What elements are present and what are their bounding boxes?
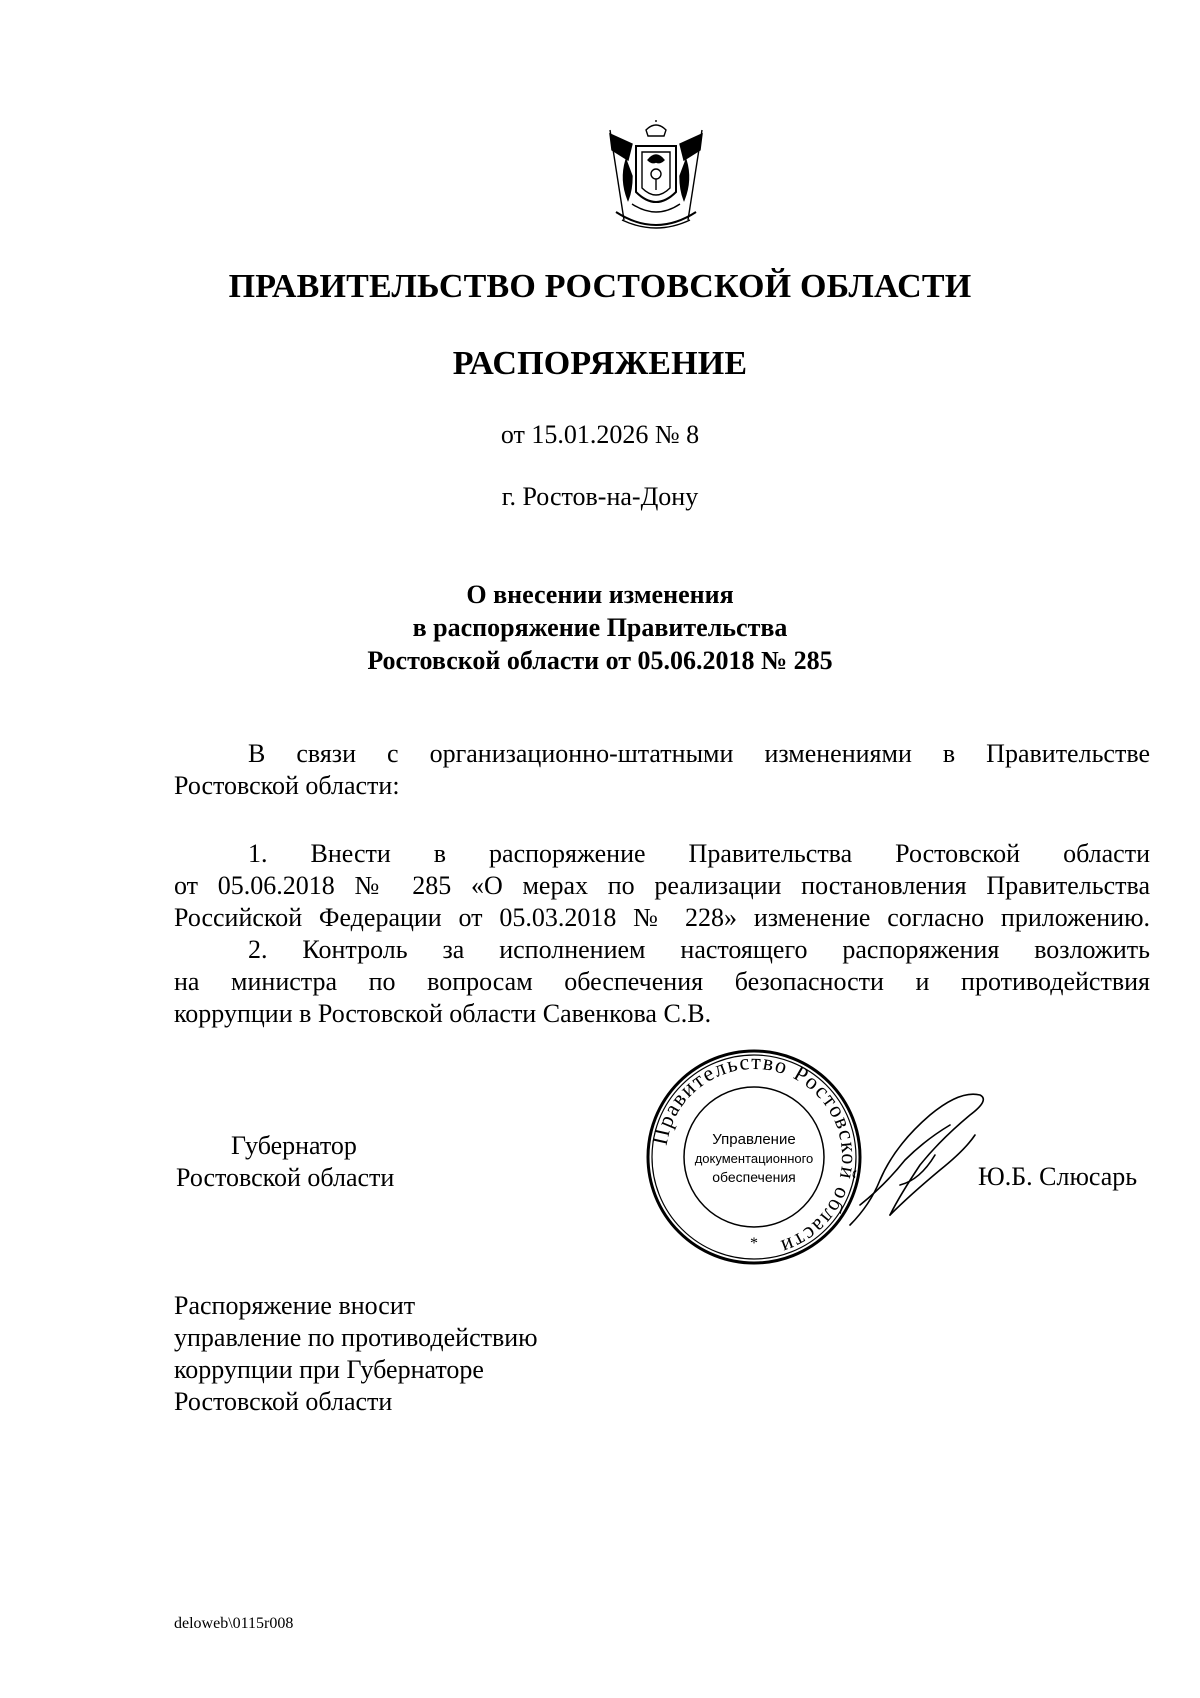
- note-line: Распоряжение вносит: [174, 1291, 416, 1320]
- note-line: Ростовской области: [174, 1387, 393, 1416]
- order-items: [174, 838, 1150, 1030]
- intro-line: В связи с организационно-штатными изменениями в Правительстве: [248, 739, 1150, 768]
- document-subject: [0, 578, 1200, 677]
- stamp-ring-text: Правительство Ростовской области: [646, 1048, 863, 1261]
- item-line: 1. Внести в распоряжение Правительства Ростовской области: [248, 839, 1150, 868]
- document-city: г. Ростов-на-Дону: [501, 482, 699, 511]
- file-code: deloweb\0115r008: [174, 1615, 294, 1632]
- signatory-position: [176, 1130, 394, 1194]
- subject-line: Ростовской области от 05.06.2018 № 285: [367, 646, 833, 675]
- submitted-by-note: [174, 1290, 538, 1418]
- coat-of-arms-emblem: [602, 120, 710, 238]
- stamp-star-icon: *: [750, 1235, 758, 1252]
- item-line: Российской Федерации от 05.03.2018 № 228» изменение согласно приложению.: [174, 903, 1150, 932]
- intro-line: Ростовской области:: [174, 771, 400, 800]
- organization-title: ПРАВИТЕЛЬСТВО РОСТОВСКОЙ ОБЛАСТИ: [228, 268, 972, 305]
- note-line: управление по противодействию: [174, 1323, 538, 1352]
- position-line: Губернатор: [231, 1131, 357, 1160]
- subject-line: О внесении изменения: [466, 580, 734, 609]
- item-line: на министра по вопросам обеспечения безопасности и противодействия: [174, 967, 1150, 996]
- note-line: коррупции при Губернаторе: [174, 1355, 484, 1384]
- stamp-center-line: Управление: [712, 1131, 796, 1148]
- official-stamp: [643, 1046, 865, 1268]
- stamp-center-line: документационного: [694, 1151, 814, 1166]
- item-line: коррупции в Ростовской области Савенкова С.В.: [174, 999, 712, 1028]
- handwritten-signature: [840, 1085, 1000, 1235]
- signatory-name: Ю.Б. Слюсарь: [978, 1162, 1138, 1191]
- item-line: от 05.06.2018 № 285 «О мерах по реализации постановления Правительства: [174, 871, 1150, 900]
- stamp-center-line: обеспечения: [712, 1169, 796, 1185]
- document-date-number: от 15.01.2026 № 8: [500, 420, 700, 449]
- position-line: Ростовской области: [176, 1163, 395, 1192]
- subject-line: в распоряжение Правительства: [412, 613, 788, 642]
- item-line: 2. Контроль за исполнением настоящего распоряжения возложить: [248, 935, 1150, 964]
- document-type-heading: РАСПОРЯЖЕНИЕ: [452, 345, 748, 382]
- intro-paragraph: [174, 738, 1150, 802]
